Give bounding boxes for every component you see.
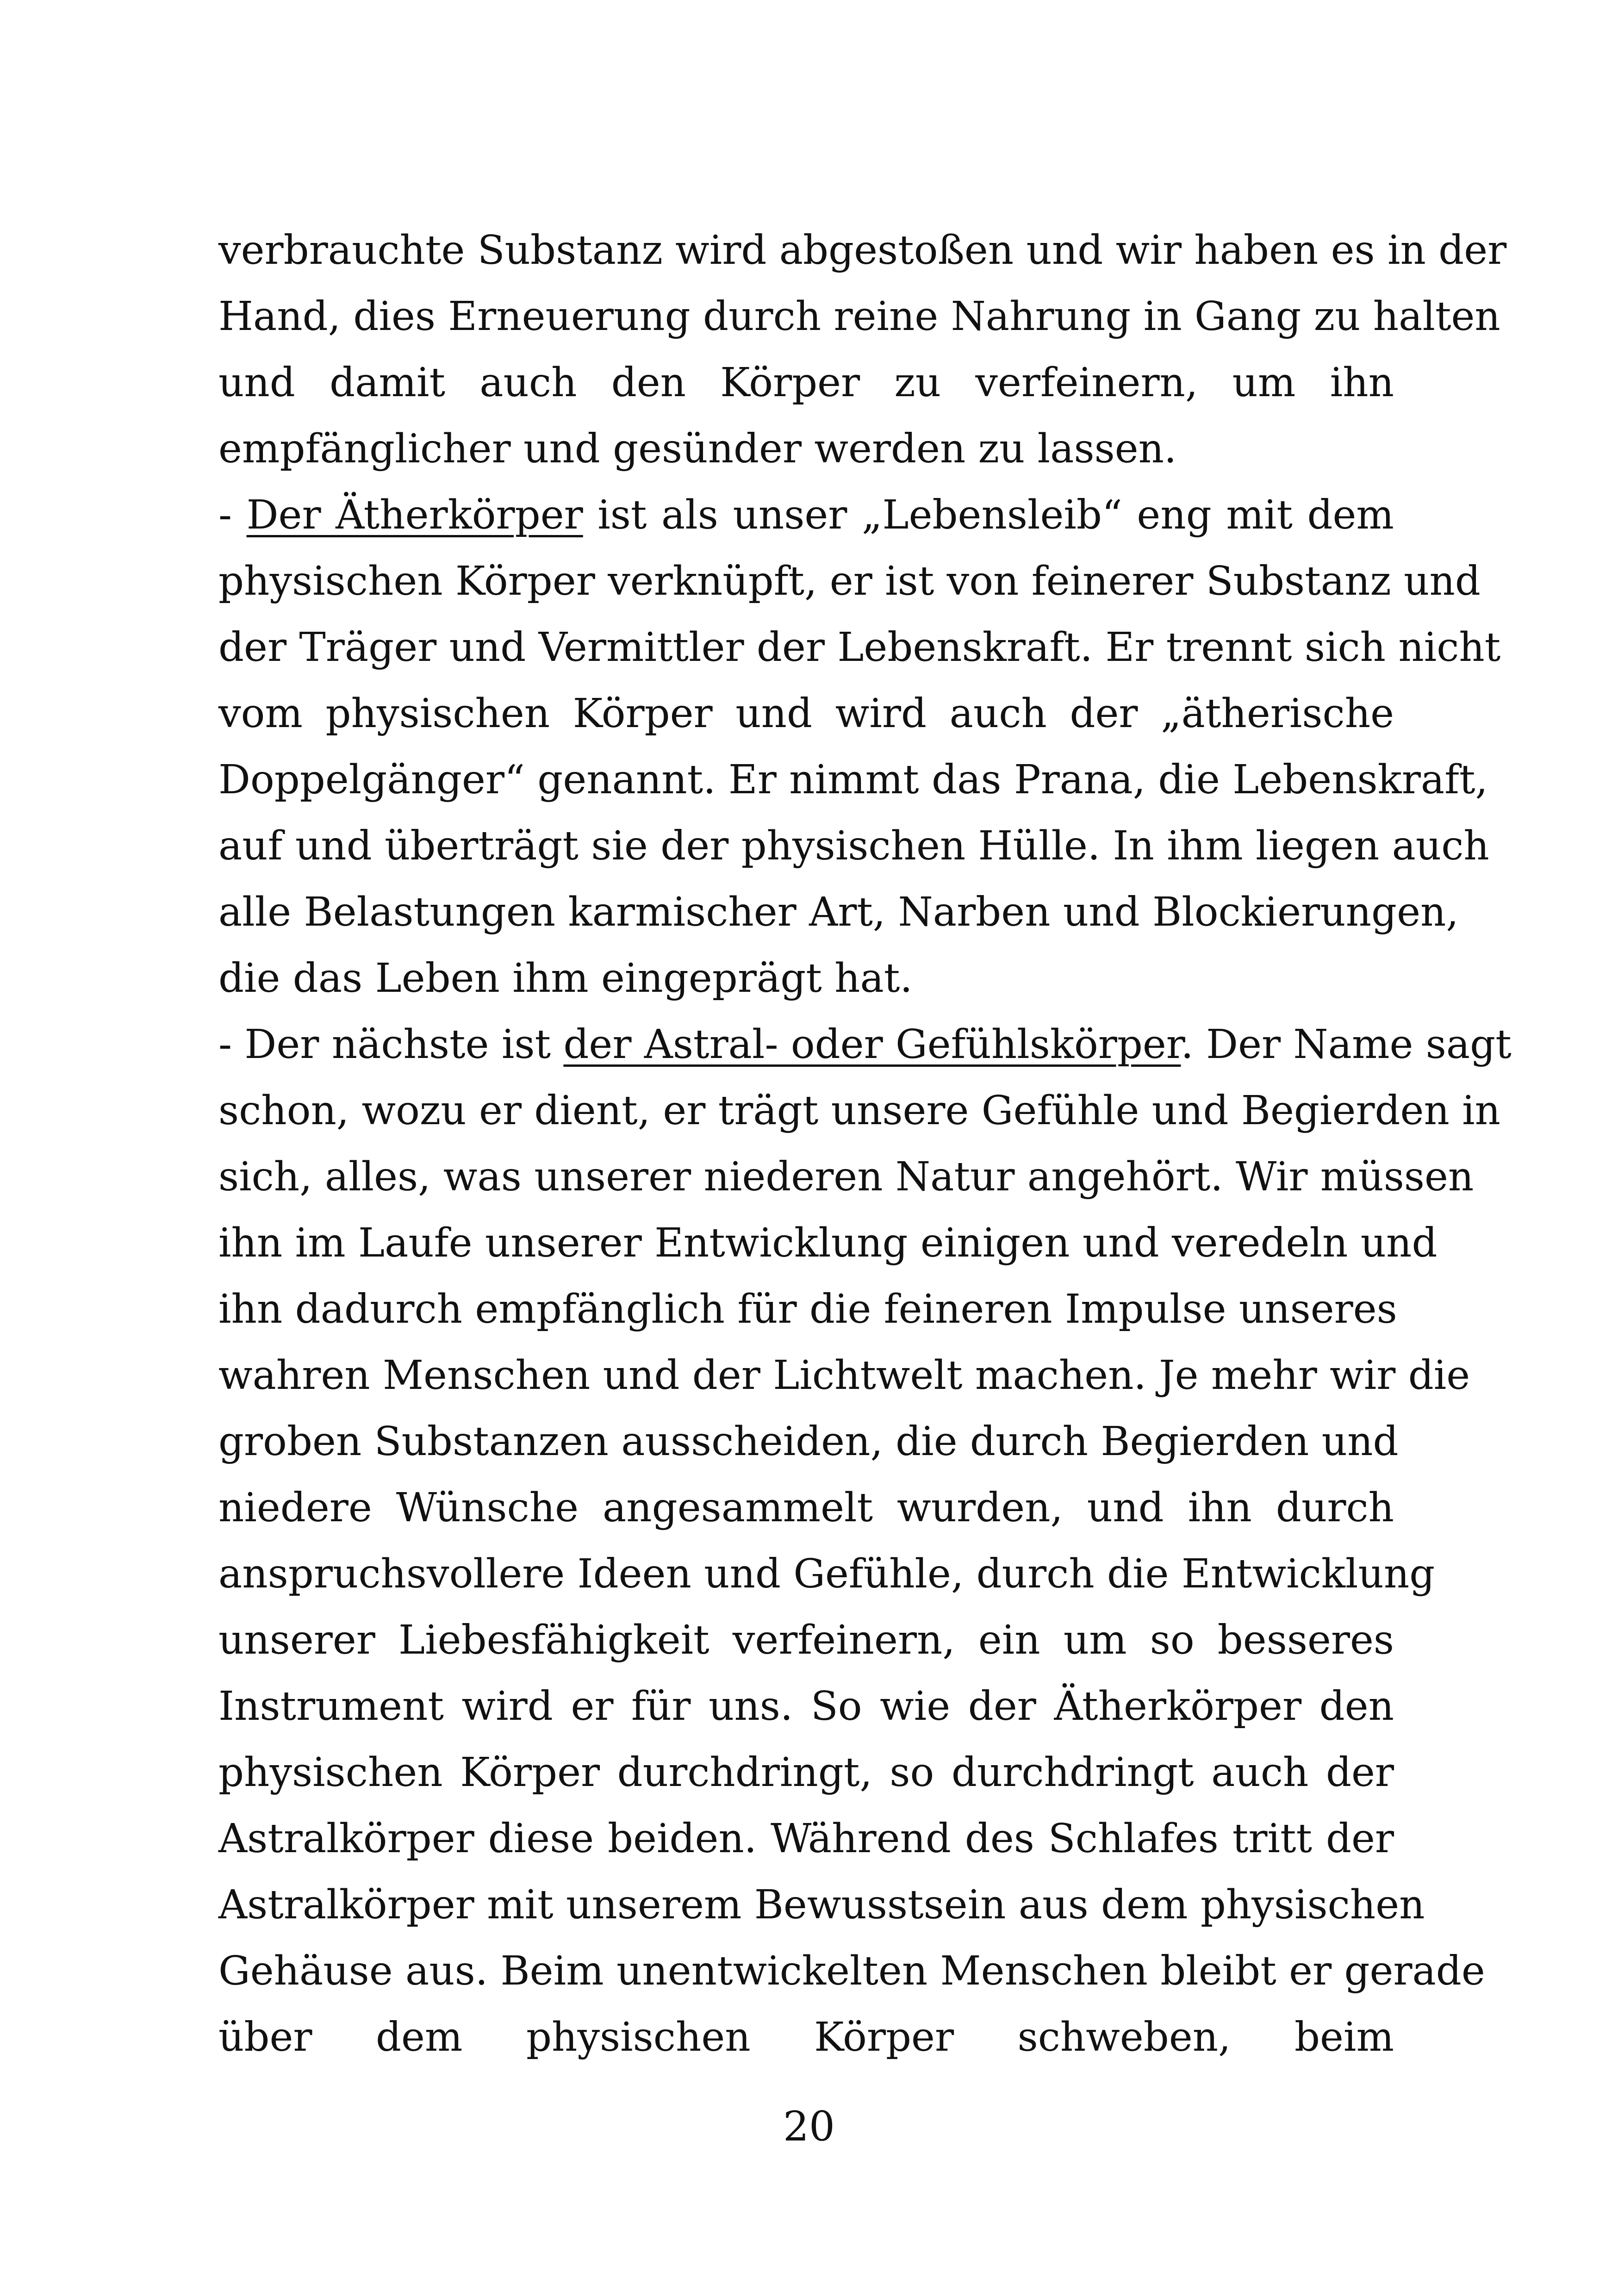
text-line: ihn im Laufe unserer Entwicklung einigen und veredeln und [218, 1220, 1438, 1266]
body-text [218, 218, 1512, 2071]
text-line: vom physischen Körper und wird auch der „ätherische [218, 691, 1394, 737]
text-line: anspruchsvollere Ideen und Gefühle, durch die Entwicklung [218, 1551, 1435, 1597]
text-line: der Träger und Vermittler der Lebenskraft. Er trennt sich nicht [218, 624, 1501, 671]
text-line: Doppelgänger“ genannt. Er nimmt das Prana, die Lebenskraft, [218, 757, 1488, 803]
text-line: groben Substanzen ausscheiden, die durch Begierden und [218, 1419, 1399, 1465]
text-line: auf und überträgt sie der physischen Hülle. In ihm liegen auch [218, 823, 1489, 869]
text-line: Instrument wird er für uns. So wie der Ätherkörper den [218, 1683, 1394, 1730]
text-line: über dem physischen Körper schweben, beim [218, 2014, 1394, 2060]
text-line: Hand, dies Erneuerung durch reine Nahrung in Gang zu halten [218, 293, 1500, 340]
text-line: Astralkörper mit unserem Bewusstsein aus dem physischen [218, 1882, 1425, 1928]
text-line: empfänglicher und gesünder werden zu lassen. [218, 426, 1177, 472]
text-line-pre: - Der nächste ist [218, 1021, 564, 1068]
text-line: verbrauchte Substanz wird abgestoßen und wir haben es in der [218, 227, 1507, 274]
text-line: ihn dadurch empfänglich für die feineren Impulse unseres [218, 1286, 1397, 1332]
text-line: Gehäuse aus. Beim unentwickelten Menschen bleibt er gerade [218, 1948, 1485, 1994]
text-line: die das Leben ihm eingeprägt hat. [218, 955, 913, 1002]
page-number: 20 [783, 2103, 835, 2150]
underlined-term: Der Ätherkörper [246, 492, 583, 538]
text-line: niedere Wünsche angesammelt wurden, und ihn durch [218, 1485, 1394, 1531]
text-line-post: ist als unser „Lebensleib“ eng mit dem [583, 492, 1394, 538]
text-line: unserer Liebesfähigkeit verfeinern, ein um so besseres [218, 1617, 1394, 1663]
text-line: und damit auch den Körper zu verfeinern, um ihn [218, 360, 1394, 406]
text-line [218, 482, 1394, 548]
text-line-post: . Der Name sagt [1181, 1021, 1512, 1068]
text-line: physischen Körper verknüpft, er ist von feinerer Substanz und [218, 558, 1481, 604]
text-line-pre: - [218, 492, 247, 538]
text-line: sich, alles, was unserer niederen Natur angehört. Wir müssen [218, 1154, 1474, 1200]
text-line: schon, wozu er dient, er trägt unsere Gefühle und Begierden in [218, 1088, 1501, 1134]
text-line [218, 1012, 1512, 1078]
text-line: alle Belastungen karmischer Art, Narben und Blockierungen, [218, 889, 1459, 935]
text-line: Astralkörper diese beiden. Während des Schlafes tritt der [218, 1816, 1394, 1862]
underlined-term: der Astral- oder Gefühlskörper [563, 1021, 1181, 1068]
text-line: wahren Menschen und der Lichtwelt machen. Je mehr wir die [218, 1352, 1470, 1399]
text-line: physischen Körper durchdringt, so durchdringt auch der [218, 1749, 1394, 1796]
